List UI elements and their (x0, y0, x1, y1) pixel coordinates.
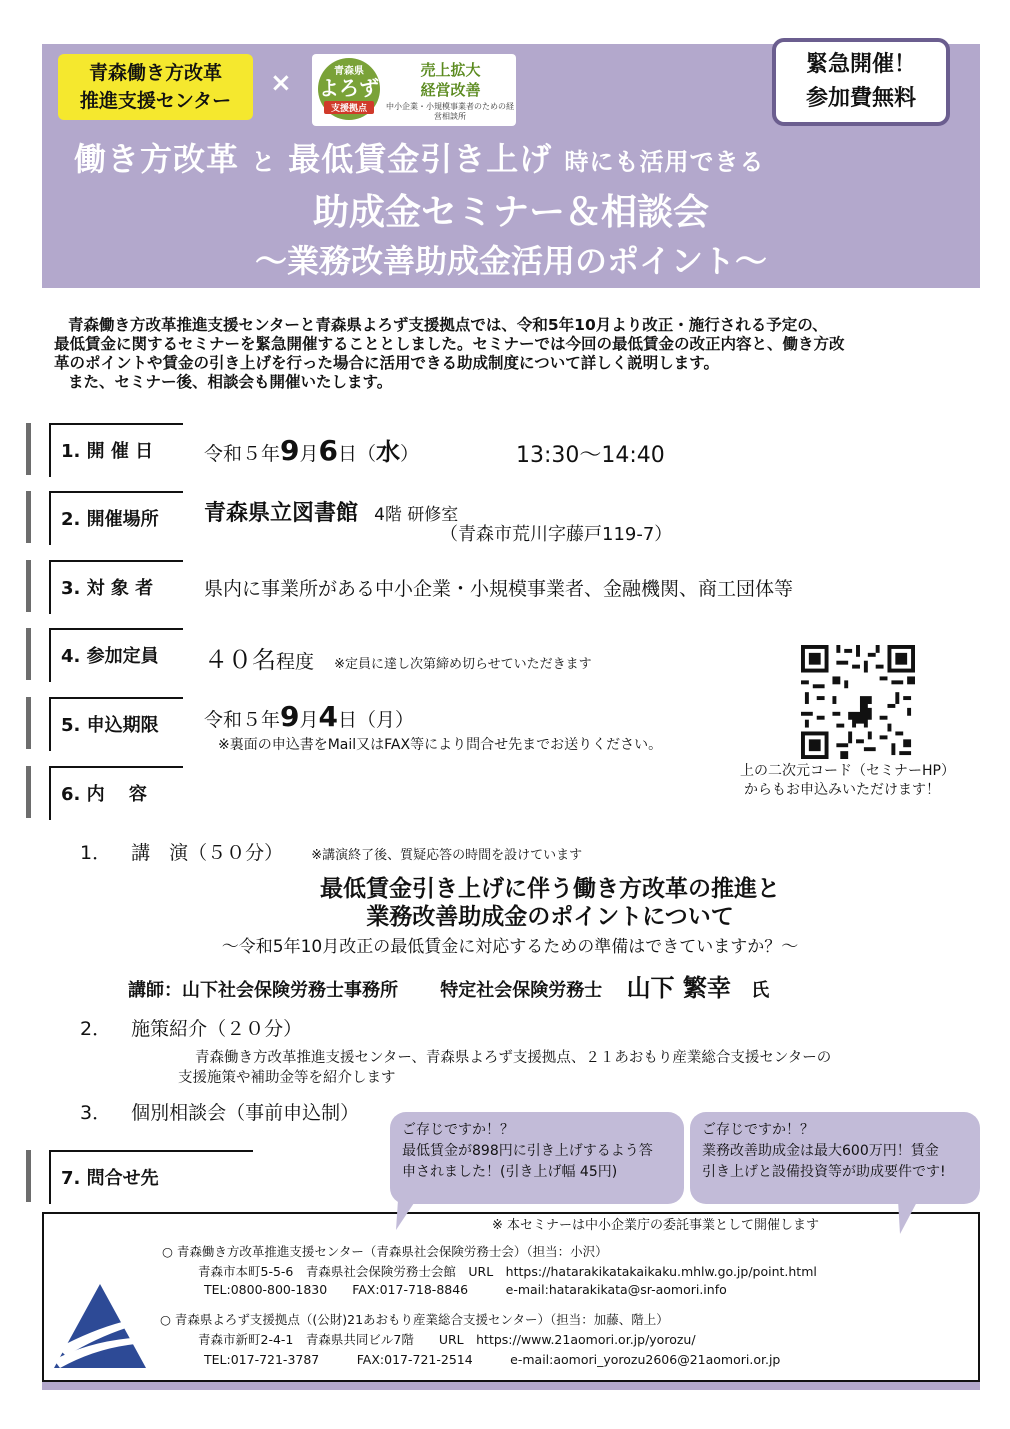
bubble2-tail (894, 1200, 920, 1236)
speaker-honorific: 氏 (751, 980, 770, 1001)
capacity-note: ※定員に達し次第締め切らせていただきます (334, 657, 592, 672)
center-badge-line2: 推進支援センター (79, 90, 232, 112)
intro-line1: 青森働き方改革推進支援センターと青森県よろず支援拠点では、令和5年10月より改正・施行される予定の、 (68, 316, 828, 334)
logo-main-text (388, 60, 513, 100)
logo-small-text: 青森県 (334, 66, 364, 77)
bottom-bar (42, 1382, 980, 1390)
row-content-label (26, 766, 176, 818)
speaker-title: 特定社会保険労務士 (440, 980, 603, 1001)
item2-desc-line1: 青森働き方改革推進支援センター、青森県よろず支援拠点、２１あおもり産業総合支援センターの (195, 1050, 832, 1066)
content-item-3 (80, 1098, 359, 1125)
item1-number: 1． (80, 842, 112, 864)
main-title-line3: ～業務改善助成金活用のポイント～ (254, 242, 767, 280)
event-date (204, 432, 419, 467)
date-day-unit: 日（ (338, 443, 377, 465)
qr-caption-line1: 上の二次元コード（セミナーHP） (740, 763, 955, 779)
item3-title: 個別相談会（事前申込制） (131, 1102, 360, 1124)
bubble2-line1: 業務改善助成金は最大600万円！賃金 (702, 1143, 939, 1159)
title-part-c: 時にも活用できる (564, 148, 765, 176)
capacity (204, 640, 592, 675)
intro-text (54, 316, 974, 392)
bubble1-tail (394, 1200, 418, 1232)
item3-number: 3． (80, 1102, 112, 1124)
venue (204, 496, 458, 527)
bubble2-line2: 引き上げと設備投資等が助成要件です! (702, 1164, 946, 1180)
item2-number: 2． (80, 1018, 112, 1040)
row-date-label (26, 423, 176, 475)
row-venue-label-text: 2. 開催場所 (61, 509, 159, 530)
urgent-badge (772, 38, 950, 126)
row-deadline-label (26, 697, 176, 749)
deadline-day: 4 (318, 700, 338, 733)
lecture-subtitle: ～令和5年10月改正の最低賃金に対応するための準備はできていますか？～ (221, 937, 799, 957)
qr-caption-line2: からもお申込みいただけます！ (744, 782, 940, 798)
main-title-line2: 助成金セミナー＆相談会 (312, 192, 709, 233)
date-month: 9 (280, 434, 300, 467)
speaker-org: 講師：山下社会保険労務士事務所 (128, 980, 398, 1001)
logo-main-line2: 経営改善 (420, 81, 481, 99)
deadline-year: 令和５年 (204, 709, 281, 731)
qr-caption (740, 762, 980, 800)
capacity-unit: 程度 (276, 651, 315, 673)
logo-big-text: よろず (319, 76, 379, 100)
row-contact-label (26, 1150, 246, 1202)
yorozu-logo-mark (318, 58, 380, 120)
logo-main-line1: 売上拡大 (420, 61, 481, 79)
center-badge-line1: 青森働き方改革 (88, 62, 222, 84)
contact1-address[interactable]: 青森市本町5-5-6 青森県社会保険労務士会館 URL https://hatarakikatakaikaku.mhlw.go.jp/point.html (198, 1264, 817, 1279)
contact2-tel[interactable]: TEL:017-721-3787 FAX:017-721-2514 e-mail:aomori_yorozu2606@21aomori.or.jp (204, 1352, 781, 1367)
title-part-b: 最低賃金引き上げ (288, 140, 553, 178)
target-audience: 県内に事業所がある中小企業・小規模事業者、金融機関、商工団体等 (204, 578, 794, 600)
intro-line4: また、セミナー後、相談会も開催いたします。 (68, 373, 393, 391)
row-contact-label-text: 7. 問合せ先 (61, 1168, 159, 1189)
deadline-note: ※裏面の申込書をMail又はFAX等により問合せ先までお送りください。 (218, 737, 663, 753)
speaker-name: 山下 繁幸 (626, 974, 731, 1002)
intro-line2: 最低賃金に関するセミナーを緊急開催することとしました。セミナーでは今回の最低賃金の改正内容と、働き方改 (54, 335, 845, 353)
contact2-name: ○ 青森県よろず支援拠点（(公財)21あおもり産業総合支援センター）（担当：加藤、階上） (160, 1312, 669, 1327)
bubble1-line2: 申されました！(引き上げ幅 45円) (402, 1164, 618, 1180)
date-weekday: 水 (376, 438, 401, 466)
aomori21-logo-icon (52, 1282, 148, 1370)
date-day: 6 (318, 434, 338, 467)
lecture-title-line2: 業務改善助成金のポイントについて (366, 904, 734, 930)
logo-21-text: 21 (92, 1353, 110, 1370)
item2-title: 施策紹介（２０分） (131, 1018, 303, 1040)
bubble2-title: ご存じですか！？ (702, 1122, 814, 1138)
row-date-label-text: 1. 開 催 日 (61, 441, 154, 462)
contact1-name: ○ 青森働き方改革推進支援センター（青森県社会保険労務士会）（担当：小沢） (162, 1244, 608, 1259)
collab-mark: × (270, 68, 292, 98)
contact2-address[interactable]: 青森市新町2-4-1 青森県共同ビル7階 URL https://www.21aomori.or.jp/yorozu/ (198, 1332, 696, 1347)
qr-code-icon[interactable] (800, 645, 916, 759)
row-content-label-text: 6. 内 容 (61, 784, 147, 805)
info-bubble-subsidy (690, 1112, 980, 1204)
content-item-1 (80, 838, 582, 865)
venue-name: 青森県立図書館 (204, 501, 359, 526)
venue-room: 4階 研修室 (374, 505, 459, 525)
event-time: 13:30～14:40 (516, 443, 665, 468)
deadline-day-unit: 日（月） (338, 709, 415, 731)
speaker (128, 968, 769, 1003)
commission-note: ※ 本セミナーは中小企業庁の委託事業として開催します (492, 1218, 820, 1233)
date-close: ） (400, 443, 420, 465)
urgent-line1: 緊急開催！ (805, 52, 916, 77)
deadline-month-unit: 月 (299, 709, 319, 731)
contact1-tel[interactable]: TEL:0800-800-1830 FAX:017-718-8846 e-mail:hatarakikata@sr-aomori.info (204, 1282, 727, 1297)
row-target-label (26, 560, 176, 612)
title-and: と (251, 148, 277, 176)
item1-note: ※講演終了後、質疑応答の時間を設けています (311, 848, 583, 863)
date-year: 令和５年 (204, 443, 281, 465)
item2-desc-line2: 支援施策や補助金等を紹介します (178, 1070, 396, 1086)
info-bubble-wage (390, 1112, 684, 1204)
main-title-line1 (42, 134, 980, 180)
date-month-unit: 月 (299, 443, 319, 465)
logo-sub-text: 中小企業・小規模事業者のための経営相談所 (386, 102, 514, 121)
title-part-a: 働き方改革 (74, 140, 240, 178)
bubble1-title: ご存じですか！？ (402, 1122, 514, 1138)
capacity-number: ４０名 (204, 646, 276, 674)
row-deadline-label-text: 5. 申込期限 (61, 715, 159, 736)
urgent-line2: 参加費無料 (805, 86, 916, 111)
logo-tag-text: 支援拠点 (324, 101, 374, 114)
venue-address: （青森市荒川字藤戸119-7） (440, 524, 673, 545)
content-item-2 (80, 1014, 302, 1041)
row-capacity-label-text: 4. 参加定員 (61, 646, 159, 667)
bubble1-line1: 最低賃金が898円に引き上げするよう答 (402, 1143, 653, 1159)
center-badge (58, 54, 253, 120)
deadline (204, 700, 414, 733)
row-venue-label (26, 491, 176, 543)
item1-title: 講 演（５０分） (131, 842, 284, 864)
deadline-month: 9 (280, 700, 300, 733)
row-target-label-text: 3. 対 象 者 (61, 578, 154, 599)
lecture-title-line1: 最低賃金引き上げに伴う働き方改革の推進と (320, 876, 780, 902)
intro-line3: 革のポイントや賃金の引き上げを行った場合に活用できる助成制度について詳しく説明します。 (54, 354, 719, 372)
row-capacity-label (26, 628, 176, 680)
